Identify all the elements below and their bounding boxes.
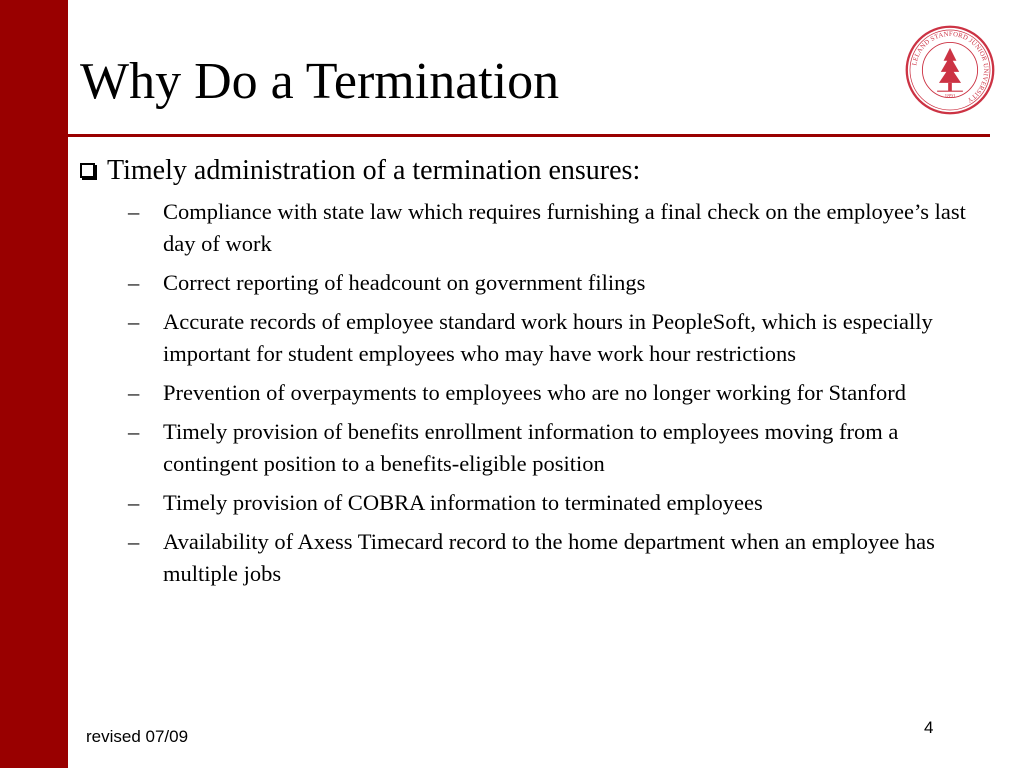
revision-date: revised 07/09 — [86, 727, 189, 746]
sub-bullet-text: Prevention of overpayments to employees who are no longer working for Stanford — [163, 380, 906, 405]
stanford-seal-icon — [904, 24, 996, 116]
sub-bullet-item — [80, 487, 990, 519]
dash-bullet-icon: – — [128, 529, 140, 554]
sub-bullet-text: Timely provision of COBRA information to terminated employees — [163, 490, 763, 515]
sub-bullet-item — [80, 267, 990, 299]
sub-bullet-item — [80, 306, 990, 370]
seal-year: 1891 — [944, 93, 956, 100]
main-bullet-text: Timely administration of a termination ensures: — [107, 155, 641, 186]
left-accent-bar — [0, 0, 68, 768]
sub-bullet-text: Compliance with state law which requires furnishing a final check on the employee’s last day of work — [163, 199, 966, 256]
main-bullet — [80, 152, 990, 190]
sub-bullet-text: Accurate records of employee standard work hours in PeopleSoft, which is especially important for student employees who may have work hour restrictions — [163, 309, 933, 366]
sub-bullet-item — [80, 377, 990, 409]
dash-bullet-icon: – — [128, 419, 140, 444]
dash-bullet-icon: – — [128, 380, 140, 405]
dash-bullet-icon: – — [128, 270, 140, 295]
title-divider — [68, 134, 990, 137]
checkbox-bullet-icon — [80, 163, 95, 178]
slide-title: Why Do a Termination — [80, 53, 560, 110]
slide-body — [80, 152, 990, 597]
sub-bullet-item — [80, 196, 990, 260]
seal-ring-text: LELAND STANFORD JUNIOR UNIVERSITY — [911, 30, 990, 104]
sub-bullet-text: Correct reporting of headcount on government filings — [163, 270, 646, 295]
sub-bullet-item — [80, 416, 990, 480]
tree-icon — [937, 48, 963, 91]
sub-bullet-text: Availability of Axess Timecard record to the home department when an employee has multiple jobs — [163, 529, 935, 586]
sub-bullet-item — [80, 526, 990, 590]
sub-bullet-text: Timely provision of benefits enrollment information to employees moving from a contingent position to a benefits-eligible position — [163, 419, 899, 476]
sub-bullet-list — [80, 196, 990, 590]
dash-bullet-icon: – — [128, 309, 140, 334]
page-number: 4 — [924, 718, 934, 737]
dash-bullet-icon: – — [128, 490, 140, 515]
dash-bullet-icon: – — [128, 199, 140, 224]
